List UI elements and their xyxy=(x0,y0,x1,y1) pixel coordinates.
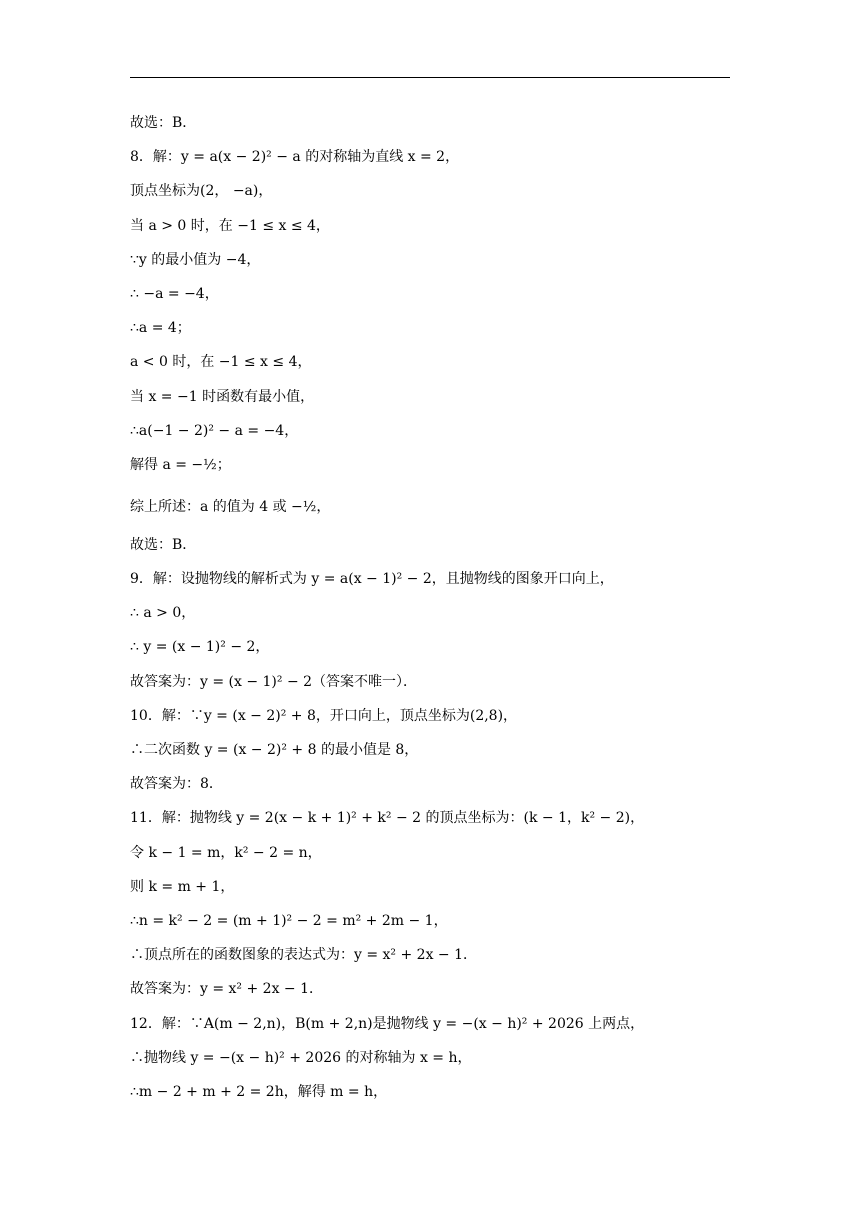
text-line: ∴m − 2 + m + 2 = 2h，解得 m = h， xyxy=(130,1083,388,1100)
text-line: 12．解：∵A(m − 2,n)，B(m + 2,n)是抛物线 y = −(x − h)² + 2026 上两点， xyxy=(130,1015,645,1032)
text-line: 当 x = −1 时函数有最小值， xyxy=(130,388,315,405)
text-line: 则 k = m + 1， xyxy=(130,878,235,895)
text-line: 故选：B． xyxy=(130,536,197,553)
text-line: ∴抛物线 y = −(x − h)² + 2026 的对称轴为 x = h， xyxy=(130,1049,472,1066)
text-line: 当 a > 0 时，在 −1 ≤ x ≤ 4， xyxy=(130,217,330,234)
text-line: 顶点坐标为(2， −a)， xyxy=(130,183,273,200)
text-line: ∴a(−1 − 2)² − a = −4， xyxy=(130,422,299,439)
text-line: 令 k − 1 = m，k² − 2 = n， xyxy=(130,844,322,861)
text-line: 故答案为：8． xyxy=(130,776,223,793)
text-line: 11．解：抛物线 y = 2(x − k + 1)² + k² − 2 的顶点坐标为：(k − 1，k² − 2)， xyxy=(130,810,645,827)
text-line: ∴二次函数 y = (x − 2)² + 8 的最小值是 8， xyxy=(130,742,419,758)
text-line: ∴ a > 0， xyxy=(130,605,196,622)
text-line: ∴ y = (x − 1)² − 2， xyxy=(130,639,270,656)
header-rule xyxy=(130,77,730,78)
text-line: ∴顶点所在的函数图象的表达式为：y = x² + 2x − 1． xyxy=(130,947,478,964)
text-line: a < 0 时，在 −1 ≤ x ≤ 4， xyxy=(130,354,312,371)
text-line: ∵y 的最小值为 −4， xyxy=(130,251,261,268)
text-line: 综上所述：a 的值为 4 或 −½， xyxy=(130,498,331,515)
text-line: ∴n = k² − 2 = (m + 1)² − 2 = m² + 2m − 1， xyxy=(130,912,448,929)
text-line: 故答案为：y = (x − 1)² − 2（答案不唯一）． xyxy=(130,673,418,690)
text-line: 故答案为：y = x² + 2x − 1． xyxy=(130,981,324,998)
text-line: 故选：B． xyxy=(130,115,197,131)
text-line: 8．解：y = a(x − 2)² − a 的对称轴为直线 x = 2， xyxy=(130,149,460,166)
document-body xyxy=(130,112,740,1115)
text-line: ∴a = 4； xyxy=(130,320,191,337)
text-line: 解得 a = −½； xyxy=(130,456,231,473)
text-line: 9．解：设抛物线的解析式为 y = a(x − 1)² − 2，且抛物线的图象开口向上， xyxy=(130,571,614,588)
text-line: 10．解：∵y = (x − 2)² + 8，开口向上，顶点坐标为(2,8)， xyxy=(130,707,518,724)
text-line: ∴ −a = −4， xyxy=(130,285,219,302)
